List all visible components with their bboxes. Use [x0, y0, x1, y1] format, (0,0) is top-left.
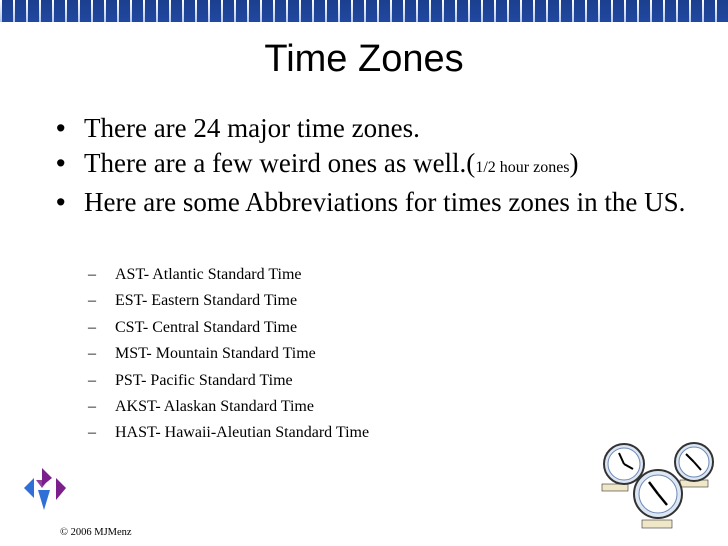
bullet-text: Here are some Abbreviations for times zones in the US.	[84, 187, 686, 217]
sub-bullet-text: CST- Central Standard Time	[115, 318, 298, 336]
sub-bullet-text: AKST- Alaskan Standard Time	[115, 398, 314, 416]
bullet-tail-text: )	[569, 148, 579, 178]
sub-bullet-item	[88, 341, 588, 367]
sub-bullet-text: HAST- Hawaii-Aleutian Standard Time	[115, 424, 370, 442]
sub-bullet-text: EST- Eastern Standard Time	[115, 292, 298, 310]
top-decorative-strip	[0, 0, 728, 22]
sub-bullet-item	[88, 315, 588, 341]
world-clocks-icon	[600, 438, 720, 534]
dash-marker: –	[88, 292, 96, 310]
dash-marker: –	[88, 345, 96, 363]
sub-bullet-item	[88, 394, 588, 420]
bullet-item	[56, 147, 696, 184]
sub-bullet-list	[88, 262, 588, 447]
bullet-marker: •	[56, 113, 66, 143]
bullet-small-text: 1/2 hour zones	[475, 159, 570, 176]
bullet-list	[56, 112, 696, 221]
dash-marker: –	[88, 318, 96, 336]
dash-marker: –	[88, 398, 96, 416]
sub-bullet-item	[88, 288, 588, 314]
dash-marker: –	[88, 371, 96, 389]
dash-marker: –	[88, 266, 96, 283]
slide-title: Time Zones	[264, 38, 464, 80]
sub-bullet-item	[88, 368, 588, 394]
nav-arrows-logo-icon	[22, 466, 78, 512]
sub-bullet-item	[88, 262, 588, 288]
bullet-text: There are a few weird ones as well.(	[84, 148, 476, 178]
bullet-item	[56, 186, 696, 219]
sub-bullet-text: AST- Atlantic Standard Time	[115, 266, 302, 283]
bullet-text: There are 24 major time zones.	[84, 113, 420, 143]
sub-bullet-item	[88, 420, 588, 446]
bullet-marker: •	[56, 148, 66, 178]
copyright-text: © 2006 MJMenz	[60, 527, 132, 538]
bullet-item	[56, 112, 696, 145]
dash-marker: –	[88, 424, 96, 442]
sub-bullet-text: PST- Pacific Standard Time	[115, 371, 293, 389]
sub-bullet-text: MST- Mountain Standard Time	[115, 345, 316, 363]
bullet-marker: •	[56, 187, 66, 217]
